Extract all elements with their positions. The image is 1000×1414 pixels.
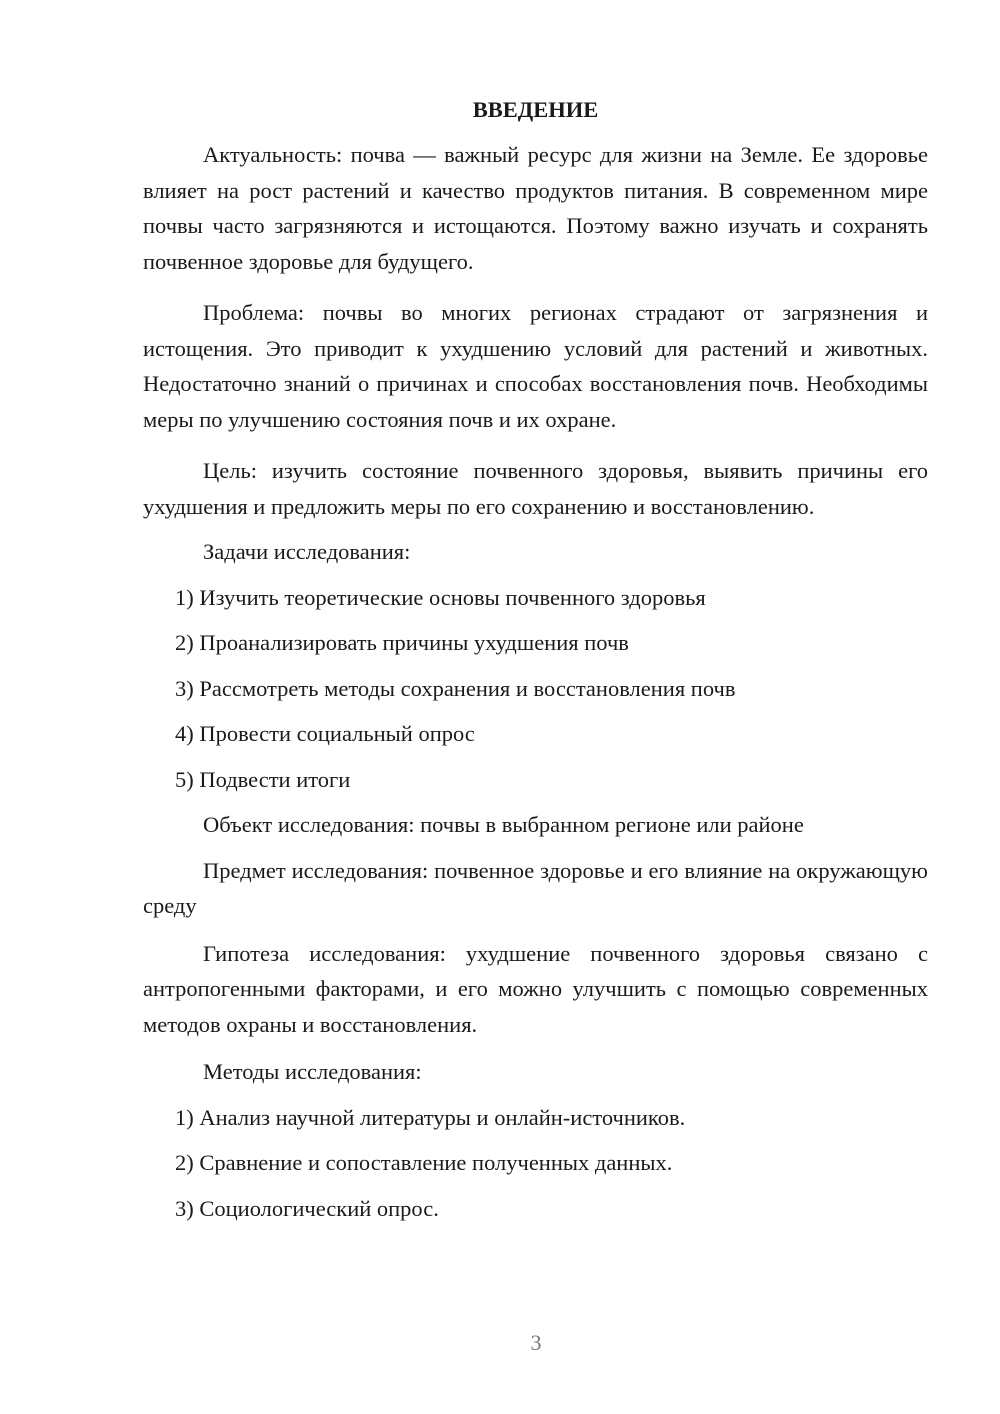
list-item: 2) Сравнение и сопоставление полученных данных. — [175, 1150, 673, 1175]
subject-paragraph: Предмет исследования: почвенное здоровье и его влияние на окружающую среду — [143, 857, 928, 918]
problem-paragraph: Проблема: почвы во многих регионах страдают от загрязнения и истощения. Это приводит к ухудшению условий для растений и животных. Недостаточно знаний о причинах и способах восстановления почв. Необходимы меры по улучшению состояния почв и их охране. — [143, 300, 928, 432]
list-item: 3) Социологический опрос. — [175, 1195, 439, 1221]
list-item: 3) Рассмотреть методы сохранения и восстановления почв — [175, 675, 736, 701]
goal-paragraph: Цель: изучить состояние почвенного здоровья, выявить причины его ухудшения и предложить меры по его сохранению и восстановлению. — [143, 458, 928, 519]
list-item: 1) Изучить теоретические основы почвенного здоровья — [175, 584, 706, 610]
list-item: 2) Проанализировать причины ухудшения почв — [175, 630, 629, 655]
list-item: 1) Анализ научной литературы и онлайн-источников. — [175, 1104, 686, 1130]
methods-heading: Методы исследования: — [203, 1059, 422, 1084]
object-paragraph: Объект исследования: почвы в выбранном регионе или районе — [203, 812, 804, 837]
list-item: 4) Провести социальный опрос — [175, 721, 475, 746]
hypothesis-paragraph: Гипотеза исследования: ухудшение почвенного здоровья связано с антропогенными факторами, и его можно улучшить с помощью современных методов охраны и восстановления. — [143, 940, 928, 1037]
relevance-paragraph: Актуальность: почва — важный ресурс для жизни на Земле. Ее здоровье влияет на рост растений и качество продуктов питания. В современном мире почвы часто загрязняются и истощаются. Поэтому важно изучать и сохранять почвенное здоровье для будущего. — [143, 142, 928, 274]
methods-list — [143, 1100, 928, 1227]
tasks-list — [143, 580, 928, 798]
page-title: ВВЕДЕНИЕ — [472, 97, 599, 122]
page-number: 3 — [530, 1330, 542, 1355]
list-item: 5) Подвести итоги — [175, 766, 351, 792]
document-page — [143, 92, 928, 1226]
tasks-heading: Задачи исследования: — [203, 539, 411, 564]
